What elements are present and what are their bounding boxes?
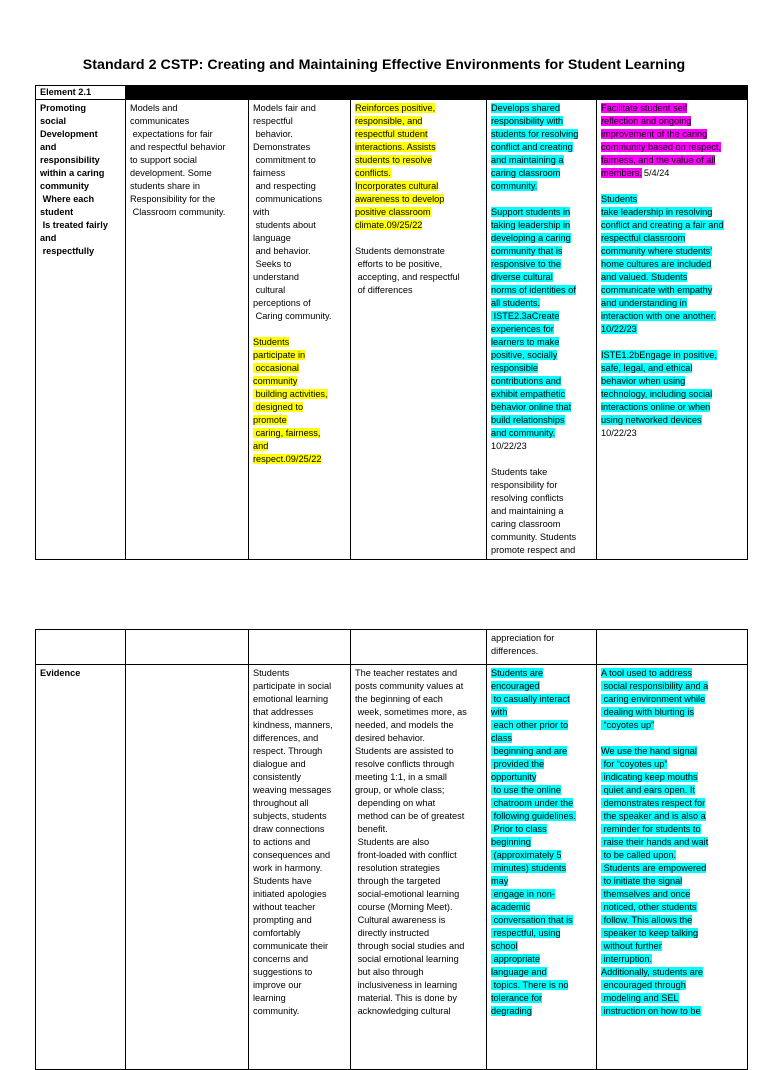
date-text: 5/4/24: [643, 168, 670, 178]
highlight-span: Students are encouraged to casually interact with each other prior to class beginning and are provided the opportunity to use the online chatroom under the following guidelines. Prior to class beginning (approximately 5 minutes) students may engage in non- academic conversation that is respectful, using school appropriate language and topics. There is no tolerance for degrading: [491, 668, 576, 1016]
cell-integrating: [487, 100, 597, 560]
highlighted-text: [601, 102, 743, 180]
highlight-span: Students take leadership in resolving conflict and creating a fair and respectful classroom community where students' home cultures are included and valued. Students communicate with empathy and understanding in interaction with one another. 10/22/23: [601, 194, 724, 334]
highlighted-text: [601, 349, 743, 427]
highlight-span: Develops shared responsibility with students for resolving conflict and creating and maintaining a caring classroom community.: [491, 103, 579, 191]
continuation-cell-empty: [351, 630, 487, 665]
evidence-cell-innovating: [597, 665, 748, 1070]
cell-text: Students participate in social emotional learning that addresses kindness, manners, differences, and respect. Through dialogue and consistently weaving messages throughout all subjects, students draw connections to actions and consequences and work in harmony. Students have initiated apologies without teacher prompting and comfortably communicate their concerns and suggestions to improve our learning community.: [253, 668, 333, 1016]
cell-text: Models fair and respectful behavior. Demonstrates commitment to fairness and respecting communications with students about language and behavior. Seeks to understand cultural perceptions of Caring community.: [253, 103, 332, 321]
date-text: 10/22/23: [491, 441, 527, 451]
highlight-span: Facilitate student self reflection and ongoing improvement of the caring community based on respect, fairness, and the value of all members.: [601, 103, 722, 178]
row-header-promoting: [36, 100, 126, 560]
highlighted-text: [601, 667, 743, 732]
table-row: [36, 100, 748, 560]
evidence-cell-applying: [351, 665, 487, 1070]
cell-text: The teacher restates and posts community values at the beginning of each week, sometimes more, as needed, and models the desired behavior. Students are assisted to resolve conflicts through meeting 1:1, in a small group, or whole class; depending on what method can be of greatest benefit. Students are also front-loaded with conflict resolution strategies through the targeted social-emotional learning course (Morning Meet). Cultural awareness is directly instructed through social studies and social emotional learning but also through inclusiveness in learning material. This is done by acknowledging cultural: [355, 668, 467, 1016]
cell-exploring: [249, 100, 351, 560]
cell-emerging: [126, 100, 249, 560]
highlight-span: ISTE1.2bEngage in positive, safe, legal, and ethical behavior when using technology, including social interactions online or when using networked devices: [601, 350, 717, 425]
rubric-table-element: [35, 85, 748, 560]
row-header-text: Evidence: [40, 668, 81, 678]
highlight-span: Students participate in occasional community building activities, designed to promote caring, fairness, and respect.09/25/22: [253, 337, 328, 464]
table-row: [36, 665, 748, 1070]
cell-text: appreciation for differences.: [491, 633, 555, 656]
continuation-cell-empty: [126, 630, 249, 665]
row-header-text: Promoting social Development and responsibility within a caring community Where each student Is treated fairly and respectfully: [40, 103, 108, 256]
cell-text: Models and communicates expectations for fair and respectful behavior to support social development. Some students share in Responsibility for the Classroom community.: [130, 103, 226, 217]
date-text: 10/22/23: [601, 428, 637, 438]
continuation-cell-empty: [36, 630, 126, 665]
table-header-row: [36, 86, 748, 100]
cell-applying: [351, 100, 487, 560]
row-header-evidence: [36, 665, 126, 1070]
continuation-cell-empty: [249, 630, 351, 665]
element-label: Element 2.1: [36, 86, 126, 100]
highlighted-text: [491, 102, 592, 193]
continuation-cell: [487, 630, 597, 665]
evidence-cell-exploring: [249, 665, 351, 1070]
highlight-span: Reinforces positive, responsible, and respectful student interactions. Assists students to resolve conflicts. Incorporates cultural awareness to develop positive classroom climate.09/25/22: [355, 103, 445, 230]
highlighted-text: [355, 102, 482, 232]
header-black-band: [126, 86, 748, 100]
highlighted-text: [601, 745, 743, 1018]
continuation-cell-empty: [597, 630, 748, 665]
page-title: Standard 2 CSTP: Creating and Maintaining Effective Environments for Student Learning: [82, 57, 686, 73]
highlighted-text: [491, 667, 592, 1018]
highlighted-text: [601, 193, 743, 336]
evidence-table: [35, 629, 748, 1070]
highlight-span: We use the hand signal for “coyotes up” indicating keep mouths quiet and ears open. It demonstrates respect for the speaker and is also a reminder for students to raise their hands and wait to be called upon. Students are empowered to initiate the signal themselves and once noticed, other students follow. This allows the speaker to keep talking without further interruption. Additionally, students are encouraged through modeling and SEL instruction on how to be: [601, 746, 709, 1016]
evidence-cell-empty: [126, 665, 249, 1070]
cell-innovating: [597, 100, 748, 560]
cell-text: Students take responsibility for resolving conflicts and maintaining a caring classroom community. Students promote respect and: [491, 467, 577, 555]
highlighted-text: [253, 336, 346, 466]
highlight-span: A tool used to address social responsibility and a caring environment while dealing with blurting is “coyotes up”: [601, 668, 709, 730]
highlight-span: Support students in taking leadership in developing a caring community that is responsive to the diverse cultural norms of identities of all students. ISTE2.3aCreate experiences for learners to make positive, socially responsible contributions and exhibit empathetic behavior online that build relationships and community.: [491, 207, 576, 438]
evidence-cell-integrating: [487, 665, 597, 1070]
table-row: [36, 630, 748, 665]
highlighted-text: [491, 206, 592, 440]
cell-text: Students demonstrate efforts to be positive, accepting, and respectful of differences: [355, 246, 460, 295]
